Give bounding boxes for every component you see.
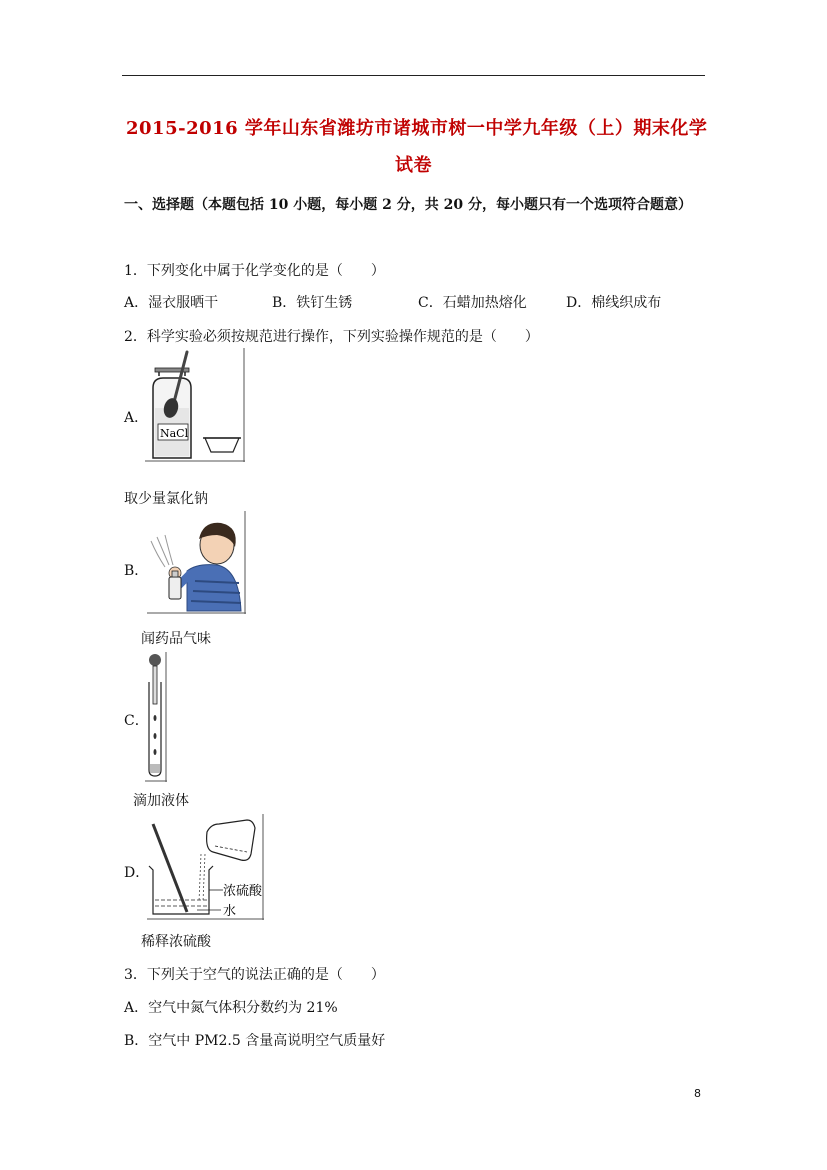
q1-option-a: A．湿衣服晒干 bbox=[124, 295, 219, 311]
doc-title-line1: 2015-2016 学年山东省潍坊市诸城市树一中学九年级（上）期末化学 bbox=[126, 118, 708, 139]
q1-stem: 1．下列变化中属于化学变化的是（ ） bbox=[124, 263, 385, 279]
page-number: 8 bbox=[694, 1087, 701, 1100]
q2-option-b-letter: B． bbox=[124, 563, 149, 579]
q2-option-a-caption: 取少量氯化钠 bbox=[124, 491, 208, 507]
q3-option-b: B．空气中 PM2.5 含量高说明空气质量好 bbox=[124, 1033, 386, 1049]
reagent-bottle-spoon-figure-icon bbox=[145, 348, 245, 462]
q1-option-c: C．石蜡加热熔化 bbox=[418, 295, 527, 311]
header-rule bbox=[122, 75, 705, 76]
reagent-label-text: NaCl bbox=[160, 427, 189, 440]
beaker-acid-dilution-figure-icon bbox=[147, 814, 264, 920]
doc-title-line2: 试卷 bbox=[395, 155, 432, 176]
q1-option-b: B．铁钉生锈 bbox=[272, 295, 353, 311]
q2-option-d-caption: 稀释浓硫酸 bbox=[141, 934, 211, 950]
label-water: 水 bbox=[223, 904, 237, 919]
q2-option-c-caption: 滴加液体 bbox=[133, 793, 189, 809]
q2-option-c-letter: C． bbox=[124, 713, 149, 729]
q3-option-a: A．空气中氮气体积分数约为 21% bbox=[124, 1000, 338, 1016]
dropper-test-tube-figure-icon bbox=[145, 652, 167, 782]
q2-option-a-letter: A． bbox=[124, 410, 149, 426]
boy-smelling-bottle-figure-icon bbox=[147, 511, 246, 614]
q2-option-b-caption: 闻药品气味 bbox=[141, 631, 211, 647]
q3-stem: 3．下列关于空气的说法正确的是（ ） bbox=[124, 967, 385, 983]
q2-option-d-letter: D． bbox=[124, 865, 150, 881]
label-concentrated-acid: 浓硫酸 bbox=[223, 884, 263, 899]
q2-stem: 2．科学实验必须按规范进行操作，下列实验操作规范的是（ ） bbox=[124, 329, 539, 345]
q1-option-d: D．棉线织成布 bbox=[566, 295, 662, 311]
section-heading: 一、选择题（本题包括 10 小题，每小题 2 分，共 20 分，每小题只有一个选项符合题意） bbox=[124, 197, 692, 213]
